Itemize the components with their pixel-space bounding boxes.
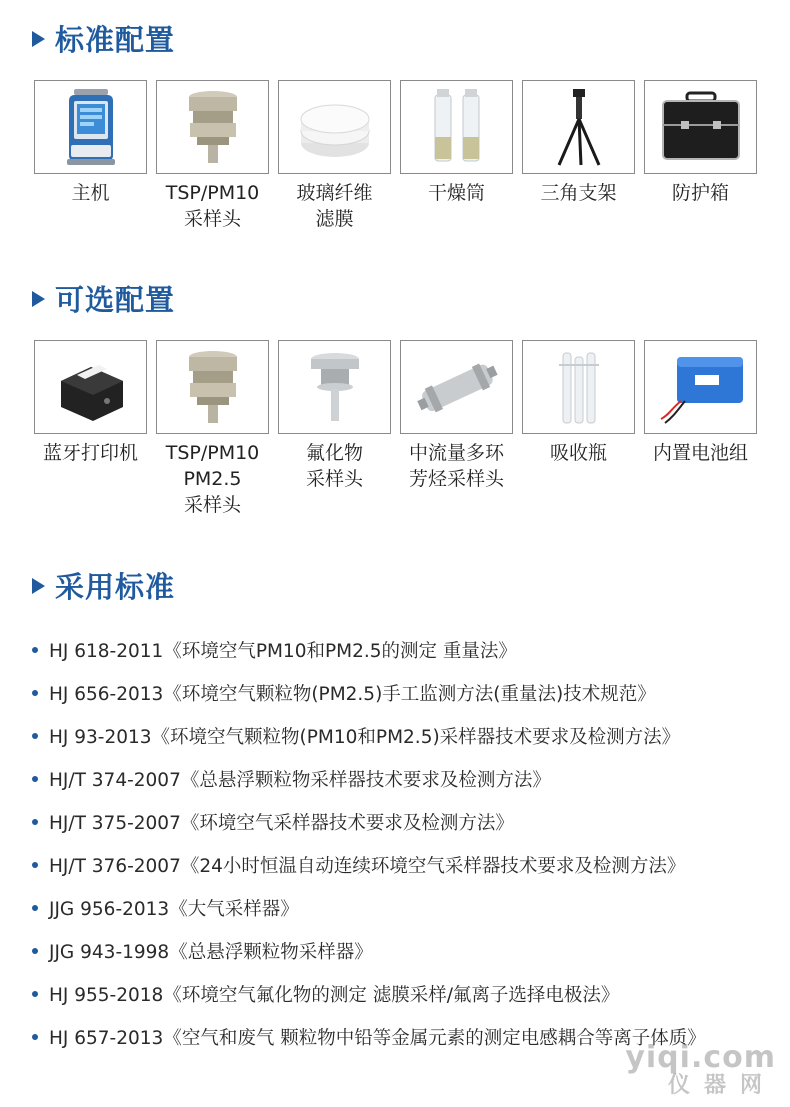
standard-config-grid [34,80,757,232]
item-image-box [644,340,757,434]
item-label: TSP/PM10 采样头 [165,182,260,230]
item-image-box [156,80,269,174]
drying-tube-icon [407,85,507,169]
standard-text: HJ/T 376-2007《24小时恒温自动连续环境空气采样器技术要求及检测方法》 [49,855,686,877]
list-item [32,671,706,714]
bullet-dot-icon [32,690,38,696]
bullet-dot-icon [32,647,38,653]
item-image-box [156,340,269,434]
item-label: 防护箱 [671,182,729,204]
triangle-bullet-icon [32,291,45,307]
bullet-dot-icon [32,776,38,782]
item-image-box [34,340,147,434]
protective-case-icon [651,85,751,169]
bullet-dot-icon [32,819,38,825]
standard-text: HJ 618-2011《环境空气PM10和PM2.5的测定 重量法》 [49,640,517,662]
standard-text: HJ 955-2018《环境空气氟化物的测定 滤膜采样/氟离子选择电极法》 [49,984,620,1006]
item-host [34,80,147,232]
item-image-box [278,80,391,174]
sampling-head-icon [163,345,263,429]
list-item [32,714,706,757]
list-item [32,800,706,843]
item-label: 中流量多环 芳烃采样头 [408,442,504,490]
item-image-box [522,340,635,434]
optional-config-grid [34,340,757,518]
item-label: 玻璃纤维 滤膜 [296,182,373,230]
standard-text: JJG 943-1998《总悬浮颗粒物采样器》 [49,941,373,963]
item-tsp-pm10-pm25-head [156,340,269,518]
bullet-dot-icon [32,948,38,954]
section-title-optional [32,278,175,319]
list-item [32,886,706,929]
section-title-text: 标准配置 [55,23,176,57]
item-label: TSP/PM10 PM2.5 采样头 [165,442,260,516]
list-item [32,628,706,671]
absorption-bottle-icon [529,345,629,429]
watermark [625,1040,776,1099]
watermark-line2: 仪器网 [667,1073,776,1098]
bullet-dot-icon [32,905,38,911]
list-item [32,929,706,972]
item-image-box [400,340,513,434]
item-image-box [400,80,513,174]
item-tripod [522,80,635,232]
item-label: 蓝牙打印机 [42,442,138,464]
watermark-line1: yiqi.com [625,1040,776,1075]
bullet-dot-icon [32,991,38,997]
standard-text: JJG 956-2013《大气采样器》 [49,898,299,920]
item-filter-membrane [278,80,391,232]
section-title-text: 采用标准 [55,570,176,604]
section-title-standards [32,565,175,606]
item-image-box [522,80,635,174]
item-protective-case [644,80,757,232]
list-item [32,757,706,800]
standard-text: HJ 93-2013《环境空气颗粒物(PM10和PM2.5)采样器技术要求及检测方法》 [49,726,681,748]
bullet-dot-icon [32,862,38,868]
item-drying-tube [400,80,513,232]
list-item [32,1015,706,1058]
item-battery-pack [644,340,757,518]
sampling-head-icon [163,85,263,169]
item-fluoride-head [278,340,391,518]
triangle-bullet-icon [32,578,45,594]
tripod-icon [529,85,629,169]
standard-text: HJ 657-2013《空气和废气 颗粒物中铅等金属元素的测定电感耦合等离子体质》 [49,1027,706,1049]
section-title-standard [32,18,175,59]
bluetooth-printer-icon [41,345,141,429]
fluoride-head-icon [285,345,385,429]
item-bluetooth-printer [34,340,147,518]
host-device-icon [41,85,141,169]
standard-text: HJ 656-2013《环境空气颗粒物(PM2.5)手工监测方法(重量法)技术规范》 [49,683,656,705]
filter-membrane-icon [285,85,385,169]
triangle-bullet-icon [32,31,45,47]
item-label: 干燥筒 [427,182,485,204]
item-pah-sampler [400,340,513,518]
item-image-box [278,340,391,434]
standard-text: HJ/T 374-2007《总悬浮颗粒物采样器技术要求及检测方法》 [49,769,551,791]
standards-list [32,628,706,1058]
item-label: 三角支架 [540,182,617,204]
bullet-dot-icon [32,1034,38,1040]
item-absorption-bottle [522,340,635,518]
item-label: 氟化物 采样头 [305,442,363,490]
item-label: 主机 [71,182,110,204]
pah-sampler-icon [407,345,507,429]
standard-text: HJ/T 375-2007《环境空气采样器技术要求及检测方法》 [49,812,514,834]
list-item [32,843,706,886]
section-title-text: 可选配置 [55,283,176,317]
battery-pack-icon [651,345,751,429]
bullet-dot-icon [32,733,38,739]
item-label: 吸收瓶 [549,442,607,464]
item-tsp-pm10-head [156,80,269,232]
item-image-box [34,80,147,174]
item-label: 内置电池组 [652,442,748,464]
item-image-box [644,80,757,174]
list-item [32,972,706,1015]
